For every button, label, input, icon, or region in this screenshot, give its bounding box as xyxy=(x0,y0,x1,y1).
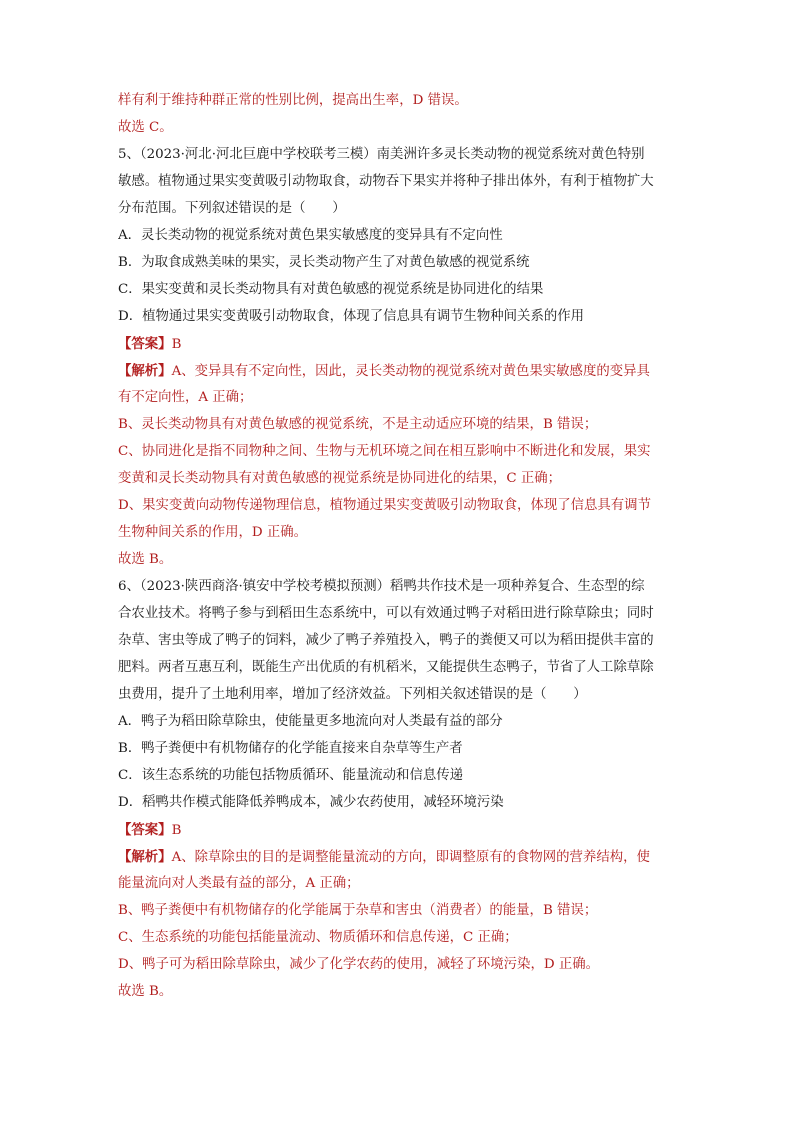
text-segment: 6、（2023·陕西商洛·镇安中学校考模拟预测）稻鸭共作技术是一项种养复合、生态型的综 xyxy=(118,579,645,594)
text-line xyxy=(118,740,678,767)
text-segment: B．为取食成熟美味的果实，灵长类动物产生了对黄色敏感的视觉系统 xyxy=(118,255,530,270)
text-segment: D、鸭子可为稻田除草除虫，减少了化学农药的使用，减轻了环境污染，D 正确。 xyxy=(118,957,600,972)
section-tag: 【答案】 xyxy=(118,822,172,838)
text-segment: 虫费用，提升了土地利用率，增加了经济效益。下列相关叙述错误的是（ ） xyxy=(118,687,587,702)
text-line xyxy=(118,470,678,497)
text-line xyxy=(118,632,678,659)
text-line xyxy=(118,362,678,389)
text-segment: 有不定向性，A 正确； xyxy=(118,390,253,405)
text-segment: 错误。 xyxy=(423,93,468,108)
text-segment: A．灵长类动物的视觉系统对黄色果实敏感度的变异具有不定向性 xyxy=(118,228,503,243)
text-line xyxy=(118,767,678,794)
text-line xyxy=(118,956,678,983)
text-line xyxy=(118,146,678,173)
text-segment: B xyxy=(171,337,182,352)
text-line xyxy=(118,308,678,335)
text-line xyxy=(118,794,678,821)
text-line xyxy=(118,713,678,740)
text-segment: 分布范围。下列叙述错误的是（ ） xyxy=(118,201,346,216)
section-tag: 【解析】 xyxy=(118,363,172,379)
text-line xyxy=(118,200,678,227)
text-line xyxy=(118,119,678,146)
text-segment: A、除草除虫的目的是调整能量流动的方向，即调整原有的食物网的营养结构，使 xyxy=(171,850,650,865)
text-segment: C、生态系统的功能包括能量流动、物质循环和信息传递，C 正确； xyxy=(118,930,518,945)
text-line xyxy=(118,335,678,362)
text-line xyxy=(118,929,678,956)
text-line xyxy=(118,551,678,578)
text-segment: 故选 C。 xyxy=(118,120,173,135)
text-line xyxy=(118,821,678,848)
text-segment: D、果实变黄向动物传递物理信息，植物通过果实变黄吸引动物取食，体现了信息具有调节 xyxy=(118,498,651,513)
text-line xyxy=(118,686,678,713)
text-line xyxy=(118,254,678,281)
text-segment: 生物种间关系的作用，D 正确。 xyxy=(118,525,308,540)
text-line xyxy=(118,848,678,875)
text-segment: A、变异具有不定向性，因此，灵长类动物的视觉系统对黄色果实敏感度的变异具 xyxy=(171,364,650,379)
text-segment: 肥料。两者互惠互利，既能生产出优质的有机稻米，又能提供生态鸭子，节省了人工除草除 xyxy=(118,660,654,675)
section-tag: 【答案】 xyxy=(118,336,172,352)
text-line xyxy=(118,92,678,119)
text-segment: B．鸭子粪便中有机物储存的化学能直接来自杂草等生产者 xyxy=(118,741,463,756)
text-segment: C．果实变黄和灵长类动物具有对黄色敏感的视觉系统是协同进化的结果 xyxy=(118,282,544,297)
text-segment: D．稻鸭共作模式能降低养鸭成本，减少农药使用，减轻环境污染 xyxy=(118,795,504,810)
text-segment: 故选 B。 xyxy=(118,984,173,999)
text-segment: 合农业技术。将鸭子参与到稻田生态系统中，可以有效通过鸭子对稻田进行除草除虫；同时 xyxy=(118,606,654,621)
text-segment: 能量流向对人类最有益的部分，A 正确； xyxy=(118,876,360,891)
text-line xyxy=(118,389,678,416)
text-line xyxy=(118,605,678,632)
text-line xyxy=(118,659,678,686)
text-line xyxy=(118,983,678,1010)
text-segment: 故选 B。 xyxy=(118,552,173,567)
text-line xyxy=(118,902,678,929)
text-segment: A．鸭子为稻田除草除虫，使能量更多地流向对人类最有益的部分 xyxy=(118,714,503,729)
text-segment: 5、（2023·河北·河北巨鹿中学校联考三模）南美洲许多灵长类动物的视觉系统对黄色特别 xyxy=(118,147,645,162)
text-segment: B、灵长类动物具有对黄色敏感的视觉系统，不是主动适应环境的结果，B 错误； xyxy=(118,417,598,432)
text-segment: 样有利于维持种群正常的性别比例，提高出生率， xyxy=(118,93,413,108)
text-segment: B、鸭子粪便中有机物储存的化学能属于杂草和害虫（消费者）的能量，B 错误； xyxy=(118,903,598,918)
text-line xyxy=(118,227,678,254)
text-segment: 敏感。植物通过果实变黄吸引动物取食，动物吞下果实并将种子排出体外，有利于植物扩大 xyxy=(118,174,654,189)
text-segment: 杂草、害虫等成了鸭子的饲料，减少了鸭子养殖投入，鸭子的粪便又可以为稻田提供丰富的 xyxy=(118,633,654,648)
text-segment: B xyxy=(171,823,182,838)
text-line xyxy=(118,524,678,551)
text-segment: C．该生态系统的功能包括物质循环、能量流动和信息传递 xyxy=(118,768,464,783)
text-segment: D xyxy=(412,93,424,108)
text-line xyxy=(118,173,678,200)
text-segment: C、协同进化是指不同物种之间、生物与无机环境之间在相互影响中不断进化和发展，果实 xyxy=(118,444,651,459)
text-line xyxy=(118,875,678,902)
text-line xyxy=(118,443,678,470)
text-line xyxy=(118,497,678,524)
document-content xyxy=(118,92,678,1010)
text-line xyxy=(118,281,678,308)
text-line xyxy=(118,416,678,443)
text-segment: 变黄和灵长类动物具有对黄色敏感的视觉系统是协同进化的结果，C 正确； xyxy=(118,471,561,486)
text-segment: D．植物通过果实变黄吸引动物取食，体现了信息具有调节生物种间关系的作用 xyxy=(118,309,585,324)
text-line xyxy=(118,578,678,605)
section-tag: 【解析】 xyxy=(118,849,172,865)
